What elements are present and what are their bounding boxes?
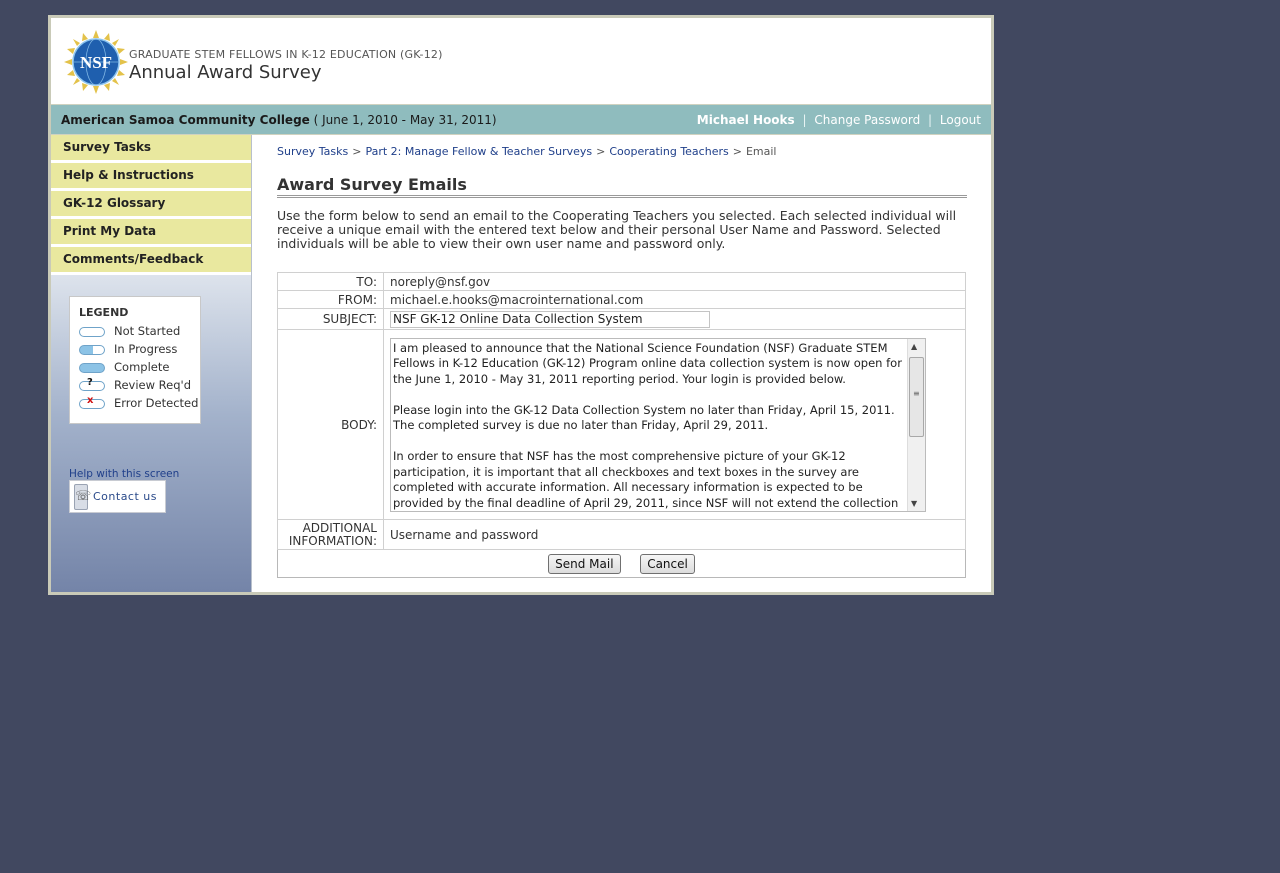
question-mark: ? [87, 377, 93, 388]
body-scrollbar[interactable] [907, 339, 925, 511]
survey-title: Annual Award Survey [129, 62, 322, 83]
to-row [278, 273, 966, 291]
phone-icon: ☏ [74, 484, 88, 510]
institution-name: American Samoa Community College [61, 113, 310, 127]
nsf-logo-icon [64, 30, 128, 94]
from-value: michael.e.hooks@macrointernational.com [384, 291, 966, 309]
sidebar-item-glossary[interactable]: GK-12 Glossary [51, 191, 251, 219]
header [51, 18, 991, 105]
legend-label: Not Started [114, 324, 181, 338]
sidebar-item-comments-feedback[interactable]: Comments/Feedback [51, 247, 251, 275]
subject-cell [384, 309, 966, 330]
subject-row [278, 309, 966, 330]
sidebar-item-print-my-data[interactable]: Print My Data [51, 219, 251, 247]
legend [69, 296, 201, 424]
additional-label-line-1: ADDITIONAL [302, 520, 377, 535]
legend-label: Review Req'd [114, 378, 191, 392]
contact-us-label: Contact us [93, 490, 157, 503]
legend-title: LEGEND [79, 306, 129, 319]
logo-text: NSF [79, 53, 113, 72]
legend-label: Complete [114, 360, 170, 374]
institution-info [61, 113, 497, 127]
contact-us-button[interactable] [69, 480, 166, 513]
button-cell [278, 550, 966, 578]
separator: | [928, 113, 933, 127]
to-label: TO: [278, 273, 384, 291]
additional-label-line-2: INFORMATION: [288, 533, 377, 548]
page-title: Award Survey Emails [277, 175, 967, 198]
reporting-period: ( June 1, 2010 - May 31, 2011) [313, 113, 497, 127]
breadcrumb [277, 145, 776, 158]
page-frame [48, 15, 994, 595]
body-text: I am pleased to announce that the National Science Foundation (NSF) Graduate STEM Fellows in K-12 Education (GK-12) Program online data collection system is now open for the June 1, 2010 - May 31, 2011 reporting period. Your login is provided below. Please login into the GK-12 Data Collection System no later than Friday, April 15, 2011. The completed survey is due no later than Friday, April 29, 2011. In order to ensure that NSF has the most comprehensive picture of your GK-12 participation, it is important that all checkboxes and text boxes in the survey are completed with accurate information. All necessary information is expected to be provided by the final deadline of April 29, 2011, since NSF will not extend the collection [393, 340, 902, 510]
legend-label: In Progress [114, 342, 178, 356]
scroll-down-icon[interactable]: ▼ [911, 498, 918, 508]
scroll-up-icon[interactable]: ▲ [911, 341, 918, 351]
button-row [278, 550, 966, 578]
additional-row [278, 520, 966, 550]
full-pill-icon [79, 363, 105, 373]
body-cell [384, 330, 966, 520]
cancel-button[interactable]: Cancel [640, 554, 695, 574]
separator: | [802, 113, 807, 127]
empty-pill-icon [79, 327, 105, 337]
to-value: noreply@nsf.gov [384, 273, 966, 291]
user-name: Michael Hooks [696, 113, 795, 127]
body-row [278, 330, 966, 520]
from-row [278, 291, 966, 309]
sidebar [51, 135, 252, 592]
program-name: GRADUATE STEM FELLOWS IN K-12 EDUCATION (GK-12) [129, 48, 443, 61]
subject-input[interactable] [390, 311, 710, 328]
logout-link[interactable]: Logout [939, 113, 981, 127]
breadcrumb-current: Email [745, 145, 777, 158]
additional-value: Username and password [384, 520, 966, 550]
sidebar-item-help-instructions[interactable]: Help & Instructions [51, 163, 251, 191]
email-form [277, 272, 966, 578]
breadcrumb-separator: > [596, 145, 606, 158]
error-mark: x [87, 395, 94, 406]
breadcrumb-survey-tasks[interactable]: Survey Tasks [277, 145, 349, 158]
body-textarea[interactable] [390, 338, 926, 512]
main-content [277, 135, 967, 592]
breadcrumb-cooperating-teachers[interactable]: Cooperating Teachers [609, 145, 729, 158]
grip-icon: ≡ [913, 388, 920, 398]
user-links [697, 113, 981, 127]
change-password-link[interactable]: Change Password [814, 113, 921, 127]
sidebar-item-survey-tasks[interactable]: Survey Tasks [51, 135, 251, 163]
intro-text: Use the form below to send an email to the Cooperating Teachers you selected. Each selected individual will receive a unique email with the entered text below and their personal User Name and Password. Selected individuals will be able to view their own user name and password only. [277, 208, 957, 251]
body-label: BODY: [278, 330, 384, 520]
help-label: Help with this screen [69, 468, 180, 480]
top-bar [51, 105, 991, 135]
additional-label [278, 520, 384, 550]
subject-label: SUBJECT: [278, 309, 384, 330]
breadcrumb-separator: > [352, 145, 362, 158]
from-label: FROM: [278, 291, 384, 309]
breadcrumb-separator: > [732, 145, 742, 158]
scroll-thumb[interactable] [909, 357, 924, 437]
breadcrumb-manage-surveys[interactable]: Part 2: Manage Fellow & Teacher Surveys [365, 145, 593, 158]
legend-label: Error Detected [114, 396, 199, 410]
half-pill-icon [79, 345, 105, 355]
send-mail-button[interactable]: Send Mail [548, 554, 620, 574]
